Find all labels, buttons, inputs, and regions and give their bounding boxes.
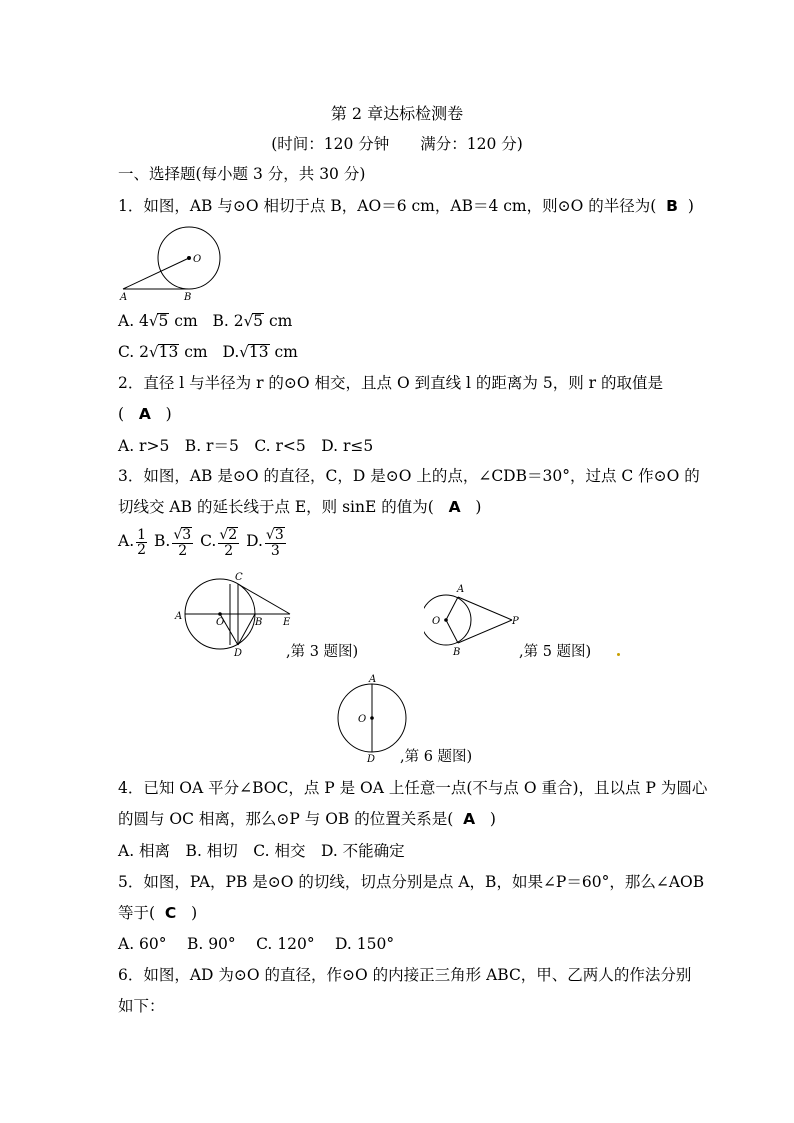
fig6-label-o: O (358, 714, 367, 725)
question-2-open: ( (118, 405, 125, 423)
fig3-label-b: B (255, 617, 263, 628)
option-c-prefix: C. 2 (118, 343, 150, 361)
q3-option-c-fraction: $\frac{√2}{2}$ (219, 526, 238, 559)
option-a-unit: cm (169, 312, 198, 330)
fig6-label-a: A (369, 674, 377, 685)
fig1-label-b: B (184, 292, 192, 303)
question-2-answer: A (138, 405, 151, 423)
figure-question-5 (424, 582, 524, 658)
question-4-text: 的圆与 OC 相离，那么⊙P 与 OB 的位置关系是( (118, 810, 454, 828)
question-3-stem-1: 3．如图，AB 是⊙O 的直径，C，D 是⊙O 上的点，∠CDB＝30°，过点 C 作⊙O 的 (118, 467, 700, 485)
fig3-label-c: C (235, 572, 243, 583)
fig3-label-a: A (175, 611, 183, 622)
section-heading: 一、选择题(每小题 3 分，共 30 分) (118, 165, 366, 183)
question-4-close: ) (489, 810, 496, 828)
page-title: 第 2 章达标检测卷 (330, 104, 464, 123)
question-4-stem-2 (118, 809, 496, 829)
fig5-label-a: A (457, 584, 465, 595)
fig1-label-o: O (193, 254, 202, 265)
option-d-radicand: 13 (248, 343, 269, 361)
question-1-stem (118, 196, 694, 216)
question-2-options: A. r>5 B. r＝5 C. r<5 D. r≤5 (118, 437, 374, 455)
question-3-options (118, 526, 288, 558)
q3-option-b: B. (153, 532, 171, 550)
stray-mark (617, 653, 620, 656)
option-c-radicand: 13 (158, 343, 179, 361)
question-1-text: 1．如图，AB 与⊙O 相切于点 B，AO＝6 cm，AB＝4 cm，则⊙O 的半径为( (118, 197, 657, 215)
question-5-stem-2 (118, 903, 197, 923)
figure-question-3 (172, 569, 298, 659)
fig3-label-d: D (234, 648, 243, 659)
option-a-radicand: 5 (158, 312, 169, 330)
option-b-prefix: B. 2 (212, 312, 244, 330)
option-a-prefix: A. 4 (118, 312, 149, 330)
q3-option-c: C. (200, 532, 217, 550)
figure-question-1 (116, 222, 226, 304)
figure-6-caption: ,第 6 题图) (400, 749, 473, 765)
question-5-stem-1: 5．如图，PA，PB 是⊙O 的切线，切点分别是点 A，B，如果∠P＝60°，那么∠AOB (118, 873, 705, 891)
question-5-options: A. 60° B. 90° C. 120° D. 150° (118, 935, 395, 953)
question-4-stem-1: 4．已知 OA 平分∠BOC，点 P 是 OA 上任意一点(不与点 O 重合)，且以点 P 为圆心 (118, 779, 708, 797)
question-4-answer: A (463, 810, 476, 828)
question-3-answer: A (448, 498, 461, 516)
fig5-label-o: O (432, 616, 441, 627)
fig5-label-p: P (512, 616, 519, 627)
question-5-close: ) (191, 904, 198, 922)
q3-option-a: A. (118, 532, 135, 550)
question-2-stem: 2．直径 l 与半径为 r 的⊙O 相交，且点 O 到直线 l 的距离为 5，则 r 的取值是 (118, 374, 663, 392)
fig3-label-o: O (216, 617, 225, 628)
question-1-options-ab: A. 4√5 cm B. 2√5 cm (118, 312, 293, 330)
fig5-label-b: B (453, 647, 461, 658)
q3-option-d-fraction: $\frac{√3}{3}$ (265, 526, 284, 559)
question-3-text: 切线交 AB 的延长线于点 E，则 sinE 的值为( (118, 498, 434, 516)
option-d-unit: cm (269, 343, 298, 361)
question-6-stem-1: 6．如图，AD 为⊙O 的直径，作⊙O 的内接正三角形 ABC，甲、乙两人的作法分别 (118, 966, 692, 984)
option-c-unit: cm (179, 343, 208, 361)
fig6-label-d: D (367, 754, 376, 764)
question-1-options-cd: C. 2√13 cm D.√13 cm (118, 343, 298, 361)
fig1-label-a: A (120, 292, 128, 303)
question-4-options: A. 相离 B. 相切 C. 相交 D. 不能确定 (118, 842, 405, 860)
question-5-text: 等于( (118, 904, 156, 922)
q3-option-b-fraction: $\frac{√3}{2}$ (173, 526, 192, 559)
figure-3-caption: ,第 3 题图) (286, 644, 359, 660)
question-2-close: ) (165, 405, 172, 423)
question-3-stem-2 (118, 497, 481, 517)
question-1-close: ) (687, 197, 694, 215)
option-d-prefix: D. (222, 343, 240, 361)
page-subtitle: (时间：120 分钟 满分：120 分) (271, 135, 523, 153)
q3-option-a-fraction: $\frac{1}{2}$ (137, 526, 147, 558)
question-5-answer: C (164, 904, 177, 922)
question-3-close: ) (475, 498, 482, 516)
option-b-unit: cm (264, 312, 293, 330)
figure-5-caption: ,第 5 题图) (519, 644, 592, 660)
fig3-label-e: E (283, 617, 291, 628)
option-b-radicand: 5 (253, 312, 264, 330)
question-2-answer-line (118, 404, 172, 424)
question-1-answer: B (666, 197, 678, 215)
q3-option-d: D. (246, 532, 263, 550)
question-6-stem-2: 如下： (118, 997, 165, 1015)
